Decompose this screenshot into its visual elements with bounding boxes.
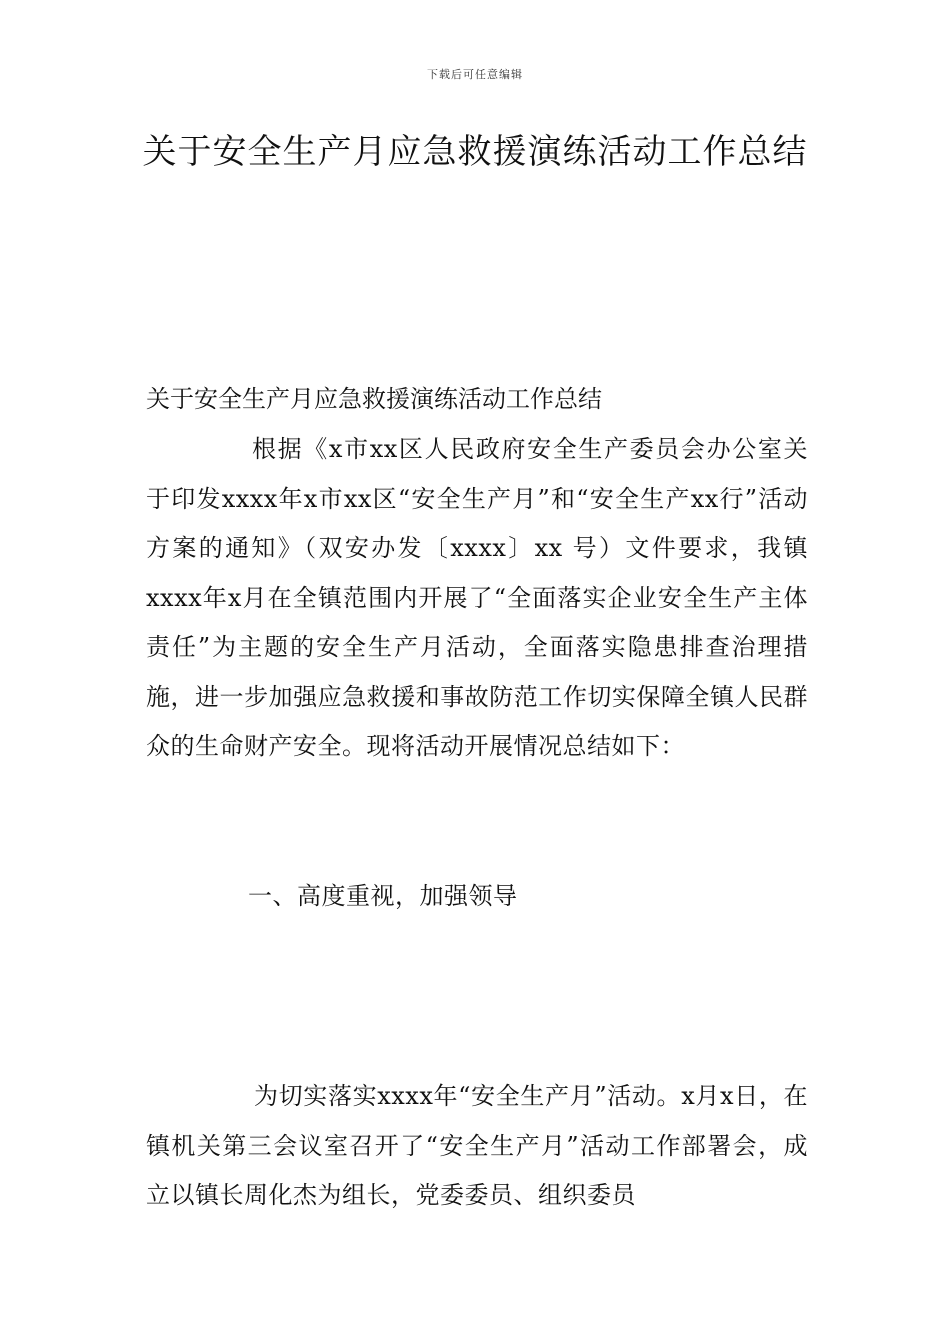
header-note: 下载后可任意编辑 (427, 68, 523, 81)
paragraph-intro: 根据《x市xx区人民政府安全生产委员会办公室关于印发xxxx年x市xx区“安全生产月”和“安全生产xx行”活动方案的通知》（双安办发〔xxxx〕xx 号）文件要求，我镇xxxx年x月在全镇范围内开展了“全面落实企业安全生产主体责任”为主题的安全生产月活动，全面落实隐患排查治理措施，进一步加强应急救援和事故防范工作切实保障全镇人民群众的生命财产安全。现将活动开展情况总结如下： (146, 435, 808, 760)
document-title: 关于安全生产月应急救援演练活动工作总结 (142, 132, 808, 172)
section-heading-1: 一、高度重视，加强领导 (248, 882, 518, 910)
paragraph-section-1: 为切实落实xxxx年“安全生产月”活动。x月x日，在镇机关第三会议室召开了“安全生产月”活动工作部署会，成立以镇长周化杰为组长，党委委员、组织委员 (146, 1082, 808, 1209)
document-subtitle: 关于安全生产月应急救援演练活动工作总结 (146, 385, 602, 413)
